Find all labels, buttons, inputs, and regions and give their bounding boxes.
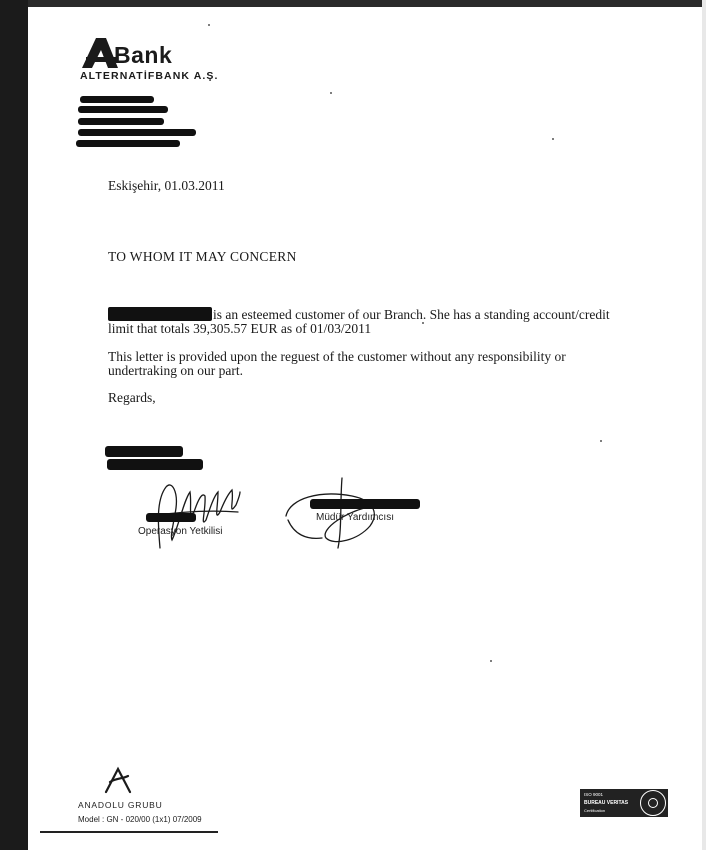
scan-speck bbox=[208, 24, 210, 26]
cert-standard: ISO 9001 bbox=[584, 792, 604, 797]
paragraph2-line1: This letter is provided upon the reguest of the customer without any responsibility or bbox=[108, 349, 566, 364]
scan-speck bbox=[330, 92, 332, 94]
footer-divider bbox=[40, 831, 218, 833]
logo-brand-word: Bank bbox=[114, 42, 173, 68]
footer-model-code: Model : GN - 020/00 (1x1) 07/2009 bbox=[78, 815, 202, 824]
paragraph2-line2: undertraking on our part. bbox=[108, 363, 243, 378]
footer-group-name: ANADOLU GRUBU bbox=[78, 800, 163, 810]
certification-badge bbox=[580, 789, 668, 817]
anadolu-group-icon bbox=[100, 766, 136, 794]
scan-speck bbox=[600, 440, 602, 442]
company-name: ALTERNATİFBANK A.Ş. bbox=[80, 70, 219, 82]
closing: Regards, bbox=[108, 390, 156, 405]
scan-speck bbox=[490, 660, 492, 662]
redacted-signatory-name-right bbox=[310, 499, 420, 509]
salutation: TO WHOM IT MAY CONCERN bbox=[108, 249, 297, 264]
left-signatory-title: Operasyon Yetkilisi bbox=[138, 526, 223, 537]
paragraph1-line1: is an esteemed customer of our Branch. She has a standing account/credit bbox=[213, 307, 610, 322]
cert-body: BUREAU VERITAS bbox=[584, 800, 629, 806]
scan-speck bbox=[552, 138, 554, 140]
place-date: Eskişehir, 01.03.2011 bbox=[108, 178, 225, 193]
cert-type: Certification bbox=[584, 808, 606, 813]
paragraph1-line2: limit that totals 39,305.57 EUR as of 01/03/2011 bbox=[108, 321, 372, 336]
right-signatory-title: Müdür Yardımcısı bbox=[316, 512, 394, 523]
cert-seal-icon bbox=[640, 790, 666, 816]
scan-speck bbox=[422, 322, 424, 324]
redacted-signatory-name-left-lower bbox=[146, 513, 196, 522]
